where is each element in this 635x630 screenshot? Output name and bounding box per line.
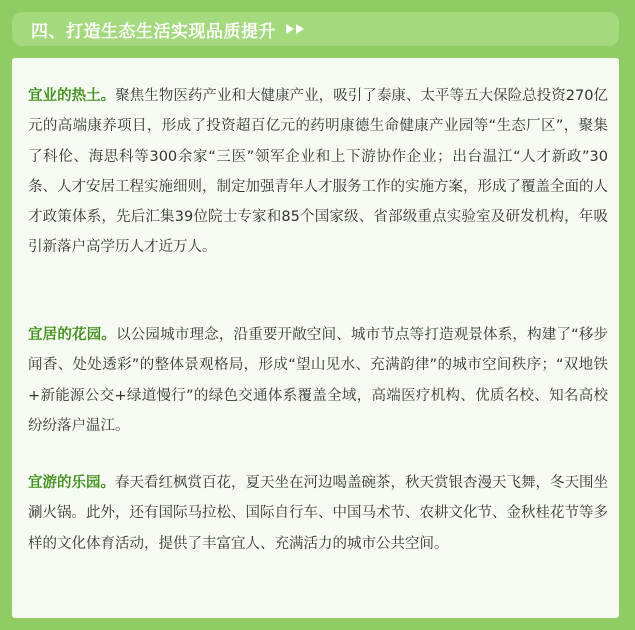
paragraph-work <box>28 81 608 263</box>
paragraph-body: 春天看红枫赏百花，夏天坐在河边喝盖碗茶，秋天赏银杏漫天飞舞，冬天围坐涮火锅。此外，还有国际马拉松、国际自行车、中国马术节、农耕文化节、金秋桂花节等多样的文化体育活动，提供了丰富宜人、充满活力的城市公共空间。 <box>28 475 608 552</box>
section-header <box>12 12 619 46</box>
paragraph-lead: 宜居的花园。 <box>28 327 117 343</box>
paragraph-lead: 宜游的乐园。 <box>28 475 115 491</box>
paragraph-body: 聚焦生物医药产业和大健康产业，吸引了泰康、太平等五大保险总投资270亿元的高端康养项目，形成了投资超百亿元的药明康德生命健康产业园等“生态厂区”，聚集了科伦、海思科等300余家“三医”领军企业和上下游协作企业；出台温江“人才新政”30条、人才安居工程实施细则，制定加强青年人才服务工作的实施方案，形成了覆盖全面的人才政策体系，先后汇集39位院士专家和85个国家级、省部级重点实验室及研发机构，年吸引新落户高学历人才近万人。 <box>28 88 608 256</box>
section-title: 四、打造生态生活实现品质提升 <box>31 21 276 42</box>
paragraph-leisure <box>28 468 608 559</box>
double-play-arrow-icon <box>286 24 306 34</box>
paragraph-living <box>28 320 608 441</box>
content-card <box>12 58 619 618</box>
paragraph-body: 以公园城市理念，沿重要开敞空间、城市节点等打造观景体系，构建了“移步闻香、处处透彩”的整体景观格局，形成“望山见水、充满韵律”的城市空间秩序；“双地铁+新能源公交+绿道慢行”的绿色交通体系覆盖全域，高端医疗机构、优质名校、知名高校纷纷落户温江。 <box>28 327 608 434</box>
paragraph-lead: 宜业的热土。 <box>28 88 116 104</box>
